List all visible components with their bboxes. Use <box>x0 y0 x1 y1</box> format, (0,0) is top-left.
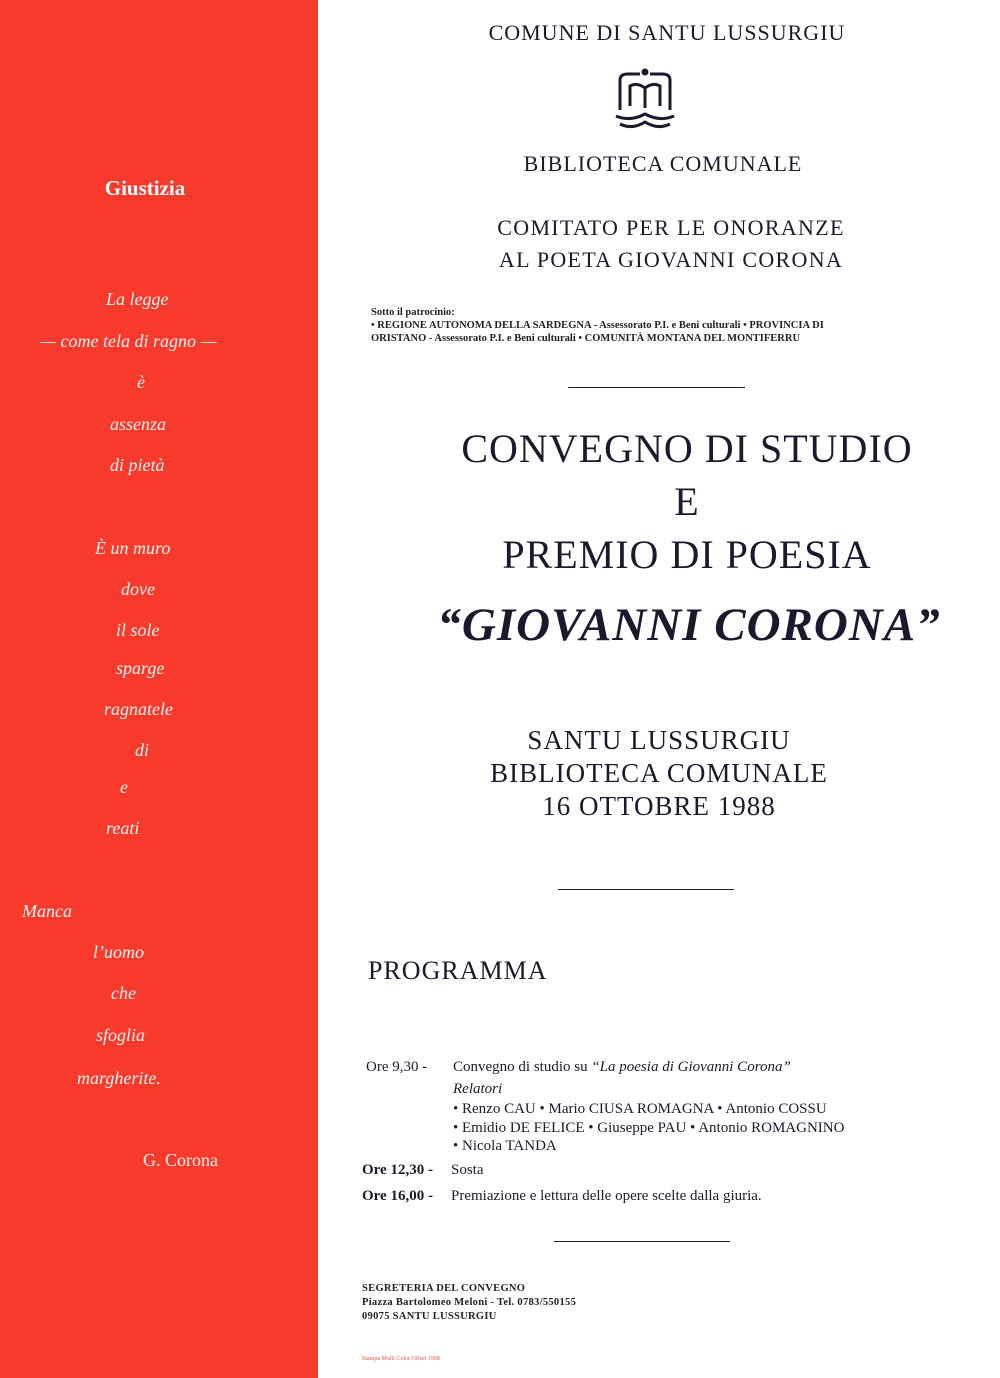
poem-signature: G. Corona <box>143 1150 218 1170</box>
event-title-line: PREMIO DI POESIA <box>502 532 872 577</box>
poem-line: sparge <box>116 658 165 678</box>
program-item-time <box>362 1162 433 1179</box>
biblioteca-heading: BIBLIOTECA COMUNALE <box>523 151 803 176</box>
location-line: SANTU LUSSURGIU <box>527 725 791 755</box>
relatori-line: • Renzo CAU • Mario CIUSA ROMAGNA • Antonio COSSU <box>453 1101 827 1117</box>
relatori-label <box>453 1081 502 1098</box>
program-item-text: Sosta <box>451 1162 484 1178</box>
poster-content <box>318 0 1000 1378</box>
poem-line: di pietà <box>110 455 165 475</box>
poet-name-title: “GIOVANNI CORONA” <box>437 599 941 651</box>
poem-line: di <box>135 740 150 760</box>
relatori-line: • Emidio DE FELICE • Giuseppe PAU • Antonio ROMAGNINO <box>453 1120 845 1136</box>
red-sidebar <box>0 0 318 1378</box>
relatori-line: • Nicola TANDA <box>453 1138 557 1154</box>
program-item-time: Ore 9,30 - <box>366 1059 428 1075</box>
poem-line: È un muro <box>95 538 171 558</box>
poem-title: Giustizia <box>104 176 186 200</box>
program-item-time-text: Ore 16,00 - <box>362 1188 433 1204</box>
poem-line: il sole <box>116 620 160 640</box>
segreteria-block <box>362 1282 576 1324</box>
programma-heading: PROGRAMMA <box>368 956 548 985</box>
poem-line: — come tela di ragno — <box>40 331 217 351</box>
segreteria-address: Piazza Bartolomeo Meloni - Tel. 0783/550155 <box>362 1297 577 1308</box>
program-item-text: Premiazione e lettura delle opere scelte dalla giuria. <box>451 1188 762 1204</box>
poem-line: Manca <box>22 901 72 921</box>
printer-credit: Stampa Multi Color Offset 1988 <box>362 1356 440 1362</box>
poem-line: sfoglia <box>96 1025 146 1045</box>
comitato-line: COMITATO PER LE ONORANZE <box>497 215 845 240</box>
event-title-line: CONVEGNO DI STUDIO <box>461 426 913 471</box>
program-item-text <box>453 1059 791 1076</box>
poem-line: La legge <box>106 289 169 309</box>
event-title-line: E <box>674 479 700 524</box>
poem-line: ragnatele <box>104 699 173 719</box>
poem-line: reati <box>106 818 140 838</box>
program-item-title: “La poesia di Giovanni Corona” <box>591 1059 791 1075</box>
poem-line: e <box>120 777 128 797</box>
patrocinio-line: • REGIONE AUTONOMA DELLA SARDEGNA - Assessorato P.I. e Beni culturali • PROVINCIA DI <box>371 320 824 331</box>
location-line: BIBLIOTECA COMUNALE <box>490 758 828 788</box>
segreteria-title: SEGRETERIA DEL CONVEGNO <box>362 1283 526 1294</box>
program-item-time <box>362 1188 433 1205</box>
patrocinio-block <box>371 306 951 345</box>
event-date: 16 OTTOBRE 1988 <box>542 791 776 821</box>
divider <box>558 889 734 890</box>
program-item-time-text: Ore 12,30 - <box>362 1162 433 1178</box>
divider <box>568 387 745 388</box>
poem-line: che <box>111 983 136 1003</box>
poem-line: margherite. <box>77 1068 161 1088</box>
poem-line: è <box>137 372 145 392</box>
comune-heading: COMUNE DI SANTU LUSSURGIU <box>488 20 846 45</box>
event-location <box>318 724 1000 823</box>
patrocinio-label: Sotto il patrocinio: <box>371 307 455 318</box>
segreteria-city: 09075 SANTU LUSSURGIU <box>362 1311 497 1322</box>
event-title <box>346 422 1000 581</box>
patrocinio-line: ORISTANO - Assessorato P.I. e Beni culturali • COMUNITÀ MONTANA DEL MONTIFERRU <box>371 333 801 344</box>
comitato-line: AL POETA GIOVANNI CORONA <box>498 247 844 272</box>
library-book-icon <box>612 64 678 142</box>
poem-line: assenza <box>110 414 167 434</box>
program-item-label: Convegno di studio su <box>453 1059 588 1075</box>
poem-line: dove <box>121 579 155 599</box>
comitato-heading <box>330 212 1000 276</box>
poem-line: l’uomo <box>93 942 144 962</box>
divider <box>554 1241 730 1242</box>
relatori-label-text: Relatori <box>453 1081 503 1097</box>
